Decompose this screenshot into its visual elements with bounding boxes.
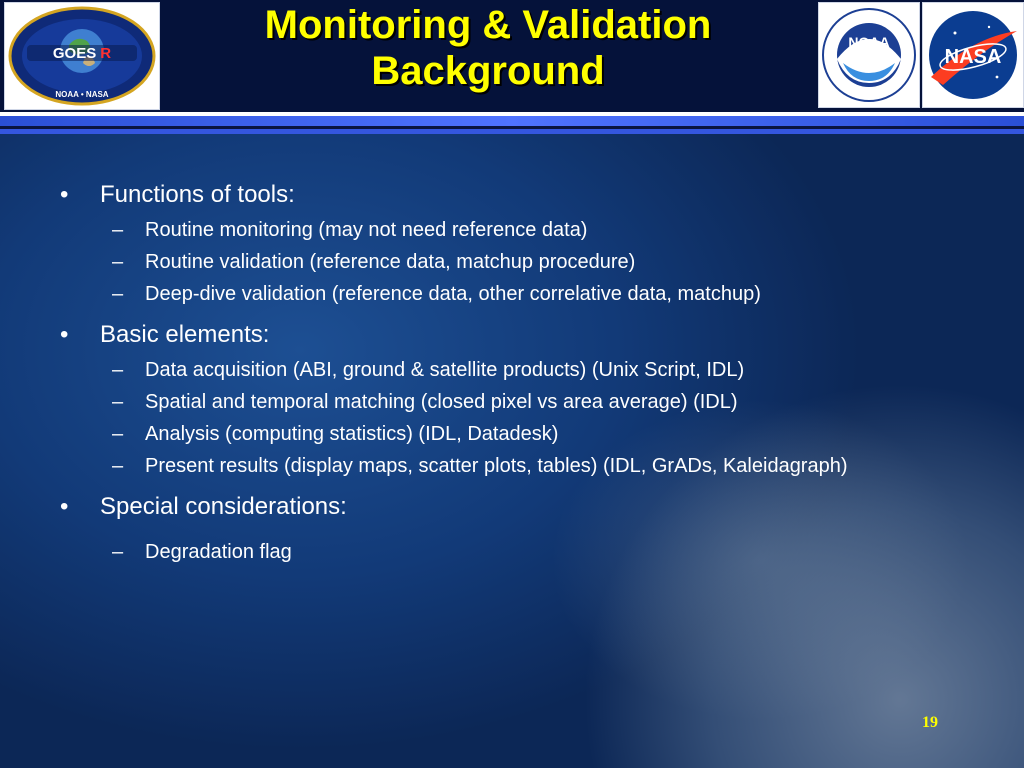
bullet-item xyxy=(60,492,960,522)
goes-logo-main-text: GOES xyxy=(52,45,97,62)
sub-bullet-item xyxy=(60,218,960,242)
sub-bullet-text: Routine validation (reference data, matchup procedure) xyxy=(145,251,636,273)
sub-bullet-item xyxy=(60,390,960,414)
svg-text:GOESR xyxy=(53,45,111,62)
bullet-marker: • xyxy=(60,181,69,208)
nasa-icon xyxy=(925,7,1021,103)
slide-title-line2: Background xyxy=(371,49,605,93)
dash-marker: – xyxy=(112,283,124,305)
sub-bullet-text: Data acquisition (ABI, ground & satellite products) (Unix Script, IDL) xyxy=(145,359,745,381)
goes-r-icon xyxy=(7,5,157,107)
sub-bullet-text: Analysis (computing statistics) (IDL, Datadesk) xyxy=(145,423,559,445)
noaa-icon xyxy=(821,7,917,103)
bullet-marker: • xyxy=(60,321,69,348)
bullet-marker: • xyxy=(60,493,69,520)
sub-bullet-text: Present results (display maps, scatter plots, tables) (IDL, GrADs, Kaleidagraph) xyxy=(145,455,848,477)
bullet-list xyxy=(60,180,960,578)
dash-marker: – xyxy=(112,541,124,563)
dash-marker: – xyxy=(112,423,124,445)
noaa-logo xyxy=(818,2,920,108)
bullet-group-functions xyxy=(60,180,960,306)
sub-bullet-item xyxy=(60,540,960,564)
header-divider-blue xyxy=(0,116,1024,126)
bullet-item xyxy=(60,180,960,210)
goes-logo-ring-text: NOAA • NASA xyxy=(55,90,109,99)
noaa-logo-text: NOAA xyxy=(848,34,890,50)
slide-title xyxy=(160,0,816,112)
bullet-text: Special considerations: xyxy=(100,493,347,520)
dash-marker: – xyxy=(112,391,124,413)
sub-bullet-text: Deep-dive validation (reference data, other correlative data, matchup) xyxy=(145,283,761,305)
bullet-text: Functions of tools: xyxy=(100,181,295,208)
sub-bullet-item xyxy=(60,358,960,382)
dash-marker: – xyxy=(112,455,124,477)
bullet-item xyxy=(60,320,960,350)
sub-bullet-item xyxy=(60,250,960,274)
bullet-group-elements xyxy=(60,320,960,478)
bullet-group-special xyxy=(60,492,960,564)
nasa-logo-text: NASA xyxy=(944,46,1002,68)
sub-bullet-item xyxy=(60,422,960,446)
page-number: 19 xyxy=(922,714,938,731)
slide-title-line1: Monitoring & Validation xyxy=(264,3,712,47)
sub-bullet-item xyxy=(60,282,960,306)
bullet-text: Basic elements: xyxy=(100,321,270,348)
goes-logo-suffix-text: R xyxy=(100,45,112,62)
sub-bullet-item xyxy=(60,454,960,478)
nasa-logo xyxy=(922,2,1024,108)
sub-bullet-text: Degradation flag xyxy=(145,541,292,563)
sub-bullet-text: Spatial and temporal matching (closed pixel vs area average) (IDL) xyxy=(145,391,738,413)
header-divider-blue-lower xyxy=(0,129,1024,134)
sub-bullet-text: Routine monitoring (may not need reference data) xyxy=(145,219,588,241)
dash-marker: – xyxy=(112,251,124,273)
header-bar xyxy=(0,0,1024,112)
dash-marker: – xyxy=(112,359,124,381)
dash-marker: – xyxy=(112,219,124,241)
goes-r-logo xyxy=(4,2,160,110)
